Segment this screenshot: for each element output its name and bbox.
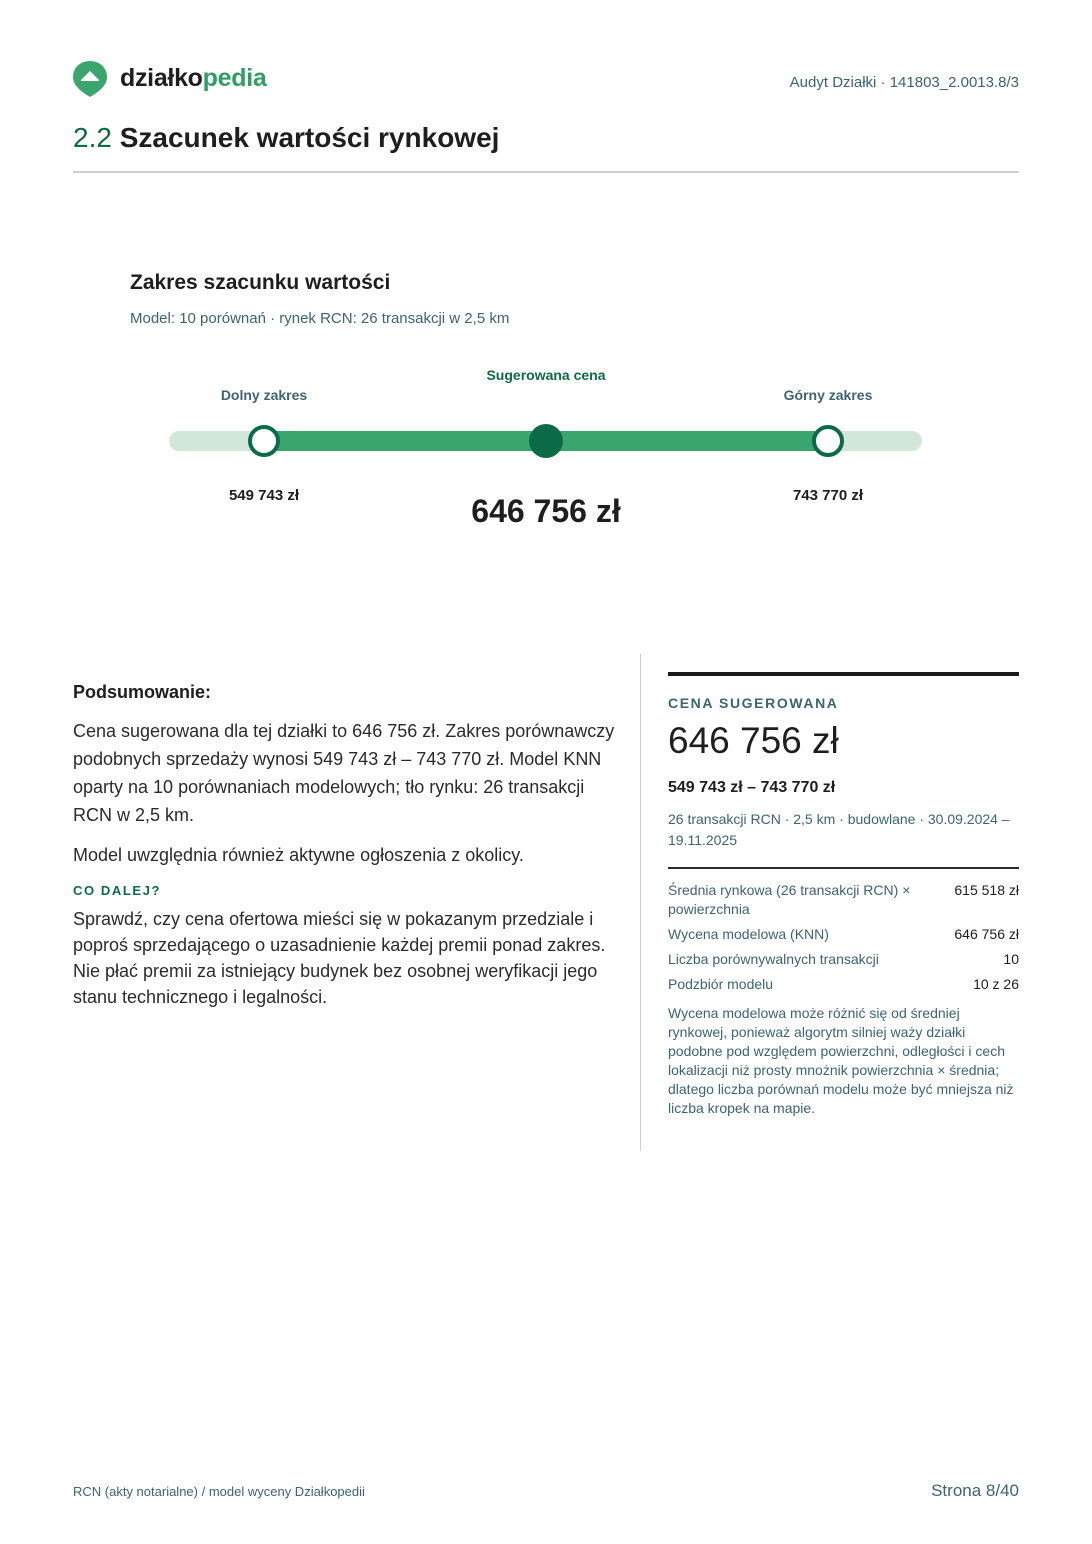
row-value: 10 xyxy=(1003,951,1019,967)
range-card-subtitle: Model: 10 porównań · rynek RCN: 26 transakcji w 2,5 km xyxy=(130,310,510,327)
logo-text xyxy=(120,64,266,93)
summary-heading: Podsumowanie: xyxy=(73,682,212,702)
price-box-divider xyxy=(668,867,1019,869)
range-card-title: Zakres szacunku wartości xyxy=(130,271,391,294)
row-value: 10 z 26 xyxy=(973,976,1019,992)
column-divider xyxy=(640,654,641,1151)
row-label: Podzbiór modelu xyxy=(668,976,774,992)
low-range-label: Dolny zakres xyxy=(220,387,308,403)
price-breakdown-table xyxy=(668,881,1019,994)
suggested-price-box xyxy=(668,672,1019,1118)
row-label: Średnia rynkowa (26 transakcji RCN) × powierzchnia xyxy=(668,882,911,917)
table-row xyxy=(668,881,1019,919)
summary-note: Model uwzględnia również aktywne ogłoszenia z okolicy. xyxy=(73,845,524,865)
price-box-price: 646 756 zł xyxy=(668,720,839,761)
page-title xyxy=(73,122,499,154)
logo-text-primary: działko xyxy=(120,64,203,92)
suggested-price-marker xyxy=(529,424,563,458)
mid-range-label: Sugerowana cena xyxy=(486,367,606,383)
map-pin-icon xyxy=(72,60,108,98)
table-row xyxy=(668,975,1019,994)
next-step-2: Nie płać premii za istniejący budynek bez osobnej weryfikacji jego stanu technicznego i legalności. xyxy=(73,961,598,1007)
price-box-top-bar xyxy=(668,672,1019,676)
next-steps-text xyxy=(73,906,618,1010)
header-divider xyxy=(73,171,1019,173)
summary-section xyxy=(73,682,618,1010)
page-number: Strona 8/40 xyxy=(931,1481,1019,1500)
table-row xyxy=(668,925,1019,944)
price-box-meta: 26 transakcji RCN · 2,5 km · budowlane · 30.09.2024 – 19.11.2025 xyxy=(668,811,1010,848)
price-box-label: CENA SUGEROWANA xyxy=(668,695,839,711)
row-value: 615 518 zł xyxy=(954,882,1019,898)
price-box-range: 549 743 zł – 743 770 zł xyxy=(668,779,836,796)
low-range-marker xyxy=(250,427,278,455)
suggested-price-value: 646 756 zł xyxy=(471,493,621,529)
section-number: 2.2 xyxy=(73,122,112,153)
footer-source: RCN (akty notarialne) / model wyceny Działkopedii xyxy=(73,1484,365,1499)
next-steps-heading: CO DALEJ? xyxy=(73,883,162,898)
valuation-note: Wycena modelowa może różnić się od średniej rynkowej, ponieważ algorytm silniej waży działki podobne pod względem powierzchni, odległości i cech lokalizacji niż prosty mnożnik powierzchnia × średnia; dlatego liczba porównań modelu może być mniejsza niż liczba kropek na mapie. xyxy=(668,1005,1014,1116)
high-range-value: 743 770 zł xyxy=(792,487,864,504)
table-row xyxy=(668,950,1019,969)
summary-paragraph: Cena sugerowana dla tej działki to 646 756 zł. Zakres porównawczy podobnych sprzedaży wynosi 549 743 zł – 743 770 zł. Model KNN oparty na 10 porównaniach modelowych; tło rynku: 26 transakcji RCN w 2,5 km. xyxy=(73,721,615,825)
value-range-graphic xyxy=(150,360,950,540)
row-value: 646 756 zł xyxy=(954,926,1019,942)
document-id: Audyt Działki · 141803_2.0013.8/3 xyxy=(789,74,1019,91)
row-label: Wycena modelowa (KNN) xyxy=(668,926,829,942)
high-range-label: Górny zakres xyxy=(783,387,873,403)
section-title-text: Szacunek wartości rynkowej xyxy=(119,122,500,153)
next-step-1: Sprawdź, czy cena ofertowa mieści się w pokazanym przedziale i poproś sprzedającego o uzasadnienie każdej premii ponad zakres. xyxy=(73,909,606,955)
logo-text-accent: pedia xyxy=(202,64,267,92)
low-range-value: 549 743 zł xyxy=(228,487,300,504)
row-label: Liczba porównywalnych transakcji xyxy=(668,951,879,967)
high-range-marker xyxy=(814,427,842,455)
